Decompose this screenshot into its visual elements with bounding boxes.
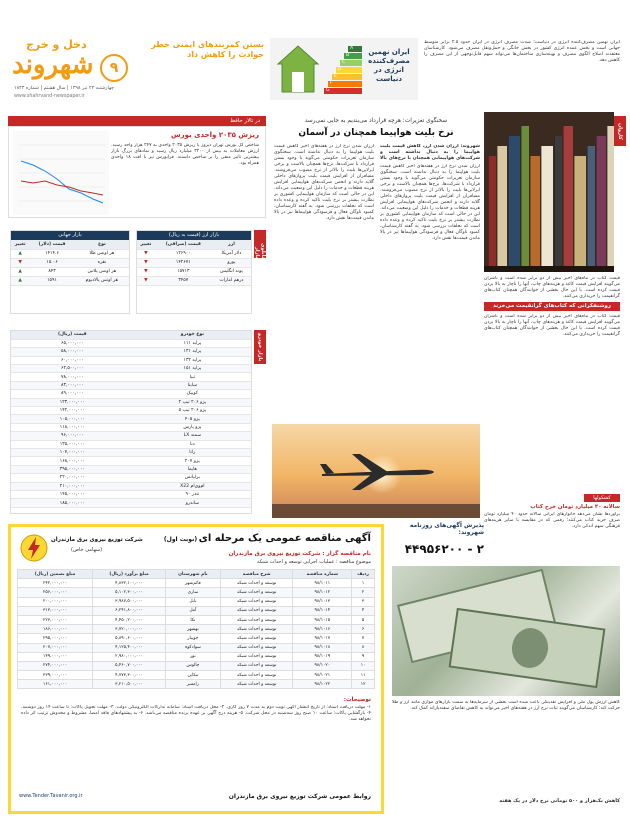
energy-scale-bar: C — [340, 60, 362, 66]
energy-graphic — [270, 38, 418, 100]
table-cell: یورو — [212, 258, 251, 267]
car-market-tab: بازار خودرو — [254, 330, 266, 364]
cashback-label: کشکولها — [584, 494, 620, 502]
column-header: نوع خودرو — [134, 331, 251, 339]
table-cell: ۶ — [352, 625, 375, 634]
trend-line-primary — [21, 161, 103, 203]
table-cell: توسعه و احداث شبکه — [220, 652, 293, 661]
table-cell: ۱۲ — [352, 680, 375, 689]
airplane-icon — [318, 452, 436, 494]
table-cell: ۱۵.۰۶ — [29, 258, 74, 267]
table-cell: توسعه و احداث شبکه — [220, 634, 293, 643]
table-cell: ۱۴۵,۰۰۰,۰۰۰ — [11, 490, 134, 498]
table-cell: ۱۰۵,۰۰۰,۰۰۰ — [11, 415, 134, 423]
car-price-row — [11, 348, 251, 356]
table-cell: پراید ۱۱۱ — [134, 339, 251, 347]
brand-tagline: دخل و خرج — [26, 38, 87, 51]
forex-row — [137, 258, 251, 267]
table-header-row — [11, 331, 251, 339]
table-cell: ۱ — [352, 579, 375, 588]
table-cell: ۲۴۲,۰۰۰,۰۰۰ — [18, 579, 93, 588]
tender-row — [18, 671, 375, 680]
table-cell: ۵ — [352, 615, 375, 624]
right-story-body: قیمت کتاب در ماه‌های اخیر بیش از دو برابر شده است و ناشران می‌گویند افزایش قیمت کاغذ و هزینه‌های چاپ، آنها را ناچار به بالا بردن قیمت کرده است. با این حال بخشی از خوانندگان همچنان کتاب‌های گرانقیمت را خریداری می‌کنند. — [484, 314, 620, 337]
main-title: نرخ بلیت هواپیما همچنان در آسمان — [298, 128, 454, 138]
column-header: نام شهرستان — [165, 570, 220, 579]
car-price-row — [11, 499, 251, 507]
table-cell: ▼ — [137, 258, 155, 267]
table-cell: نقره — [75, 258, 129, 267]
table-cell: ۱۸۵,۰۰۰,۰۰۰ — [11, 499, 134, 507]
energy-scale-bar: G — [324, 88, 362, 94]
energy-house-icon — [276, 44, 320, 94]
table-cell: ۱۴۲,۰۰۰,۰۰۰ — [11, 407, 134, 415]
car-price-row — [11, 390, 251, 398]
table-cell: ۵,۴۶۰,۷۰۰,۰۰۰ — [93, 661, 166, 670]
tender-company: شرکت توزیع نیروی برق مازندران — [51, 537, 143, 543]
book-spine — [563, 126, 573, 266]
column-header: مبلغ برآورد (ریال) — [93, 570, 166, 579]
table-cell: پراید ۱۵۱ — [134, 365, 251, 373]
tender-footer: روابط عمومی شرکت توزیع نیروی برق مازندران — [228, 793, 371, 800]
energy-scale-bar: D — [336, 67, 362, 73]
energy-scale-bar: A — [348, 46, 362, 52]
table-cell: برلیانس — [134, 474, 251, 482]
tender-title-wrap — [164, 533, 371, 544]
column-header: مبلغ تضمین (ریال) — [18, 570, 93, 579]
table-cell: پراید ۱۳۱ — [134, 348, 251, 356]
car-price-row — [11, 457, 251, 465]
table-cell: سمند LX — [134, 432, 251, 440]
table-cell: ۲ — [352, 588, 375, 597]
book-spine — [488, 156, 496, 266]
table-cell: ۵,۱۰۲,۳۰۰,۰۰۰ — [93, 588, 166, 597]
table-cell: ۱۶۸,۰۰۰,۰۰۰ — [11, 457, 134, 465]
table-cell: قائم‌شهر — [165, 579, 220, 588]
tender-row — [18, 615, 375, 624]
market-section-label: در تالار حافظ — [8, 116, 266, 126]
table-cell: ۲۰۰,۰۰۰,۰۰۰ — [18, 597, 93, 606]
car-price-row — [11, 474, 251, 482]
table-cell: ۲۰۷,۰۰۰,۰۰۰ — [18, 643, 93, 652]
runway-ground — [272, 504, 480, 518]
energy-scale-bar: F — [328, 81, 362, 87]
table-cell: ۱۳۵,۰۰۰,۰۰۰ — [11, 440, 134, 448]
table-cell: ۱۱۸,۰۰۰,۰۰۰ — [11, 423, 134, 431]
market-box — [8, 126, 266, 218]
book-spine — [587, 146, 595, 266]
table-cell: ▲ — [11, 276, 29, 285]
table-cell: ۷ — [352, 634, 375, 643]
table-cell: ۹ — [352, 652, 375, 661]
table-cell: توسعه و احداث شبکه — [220, 615, 293, 624]
column-header: تغییر — [137, 240, 155, 249]
car-price-row — [11, 398, 251, 406]
main-lead: شهروند: ارزان شدن ارز، کاهش قیمت بلیت هواپیما را به دنبال نداشته است و شرکت‌های هواپیمایی همچنان با نرخ‌های بالا — [380, 144, 480, 161]
forex-row — [137, 276, 251, 285]
tender-row — [18, 680, 375, 689]
table-cell: پژو ۲۰۶ تیپ ۵ — [134, 407, 251, 415]
table-cell: ۱۱ — [352, 671, 375, 680]
column-header: قیمت (ریال) — [11, 331, 134, 339]
gold-row — [11, 267, 129, 276]
table-cell: ۴ — [352, 606, 375, 615]
page-number-badge: ۹ — [100, 54, 128, 82]
market-body: شاخص کل بورس تهران دیروز با ریزش ۲۰۳۵ واحدی به ۲۴۷ هزار واحد رسید. ارزش معاملات به بیش از ۳۲۰۰ میلیارد ریال رسید و نمادهای بزرگ بازار بیشترین تاثیر منفی را بر شاخص داشتند. فرابورس نیز با افت ۱۸ واحدی همراه بود. — [111, 143, 259, 166]
book-spine — [497, 146, 507, 266]
gold-title: بازار جهانی — [11, 231, 129, 240]
table-cell: توسعه و احداث شبکه — [220, 606, 293, 615]
book-spine — [596, 136, 606, 266]
forex-row — [137, 267, 251, 276]
table-cell: توسعه و احداث شبکه — [220, 671, 293, 680]
table-cell: ۹۸/۱۰۱۷ — [293, 634, 352, 643]
market-chart — [13, 131, 109, 215]
airplane-photo — [272, 424, 480, 518]
table-cell: ۲۹۵,۰۰۰,۰۰۰ — [18, 634, 93, 643]
top-story-title: ایران نهمین مصرف‌کننده انرژی در دنیاست — [368, 48, 410, 83]
table-cell: ۸۳,۰۰۰,۰۰۰ — [11, 381, 134, 389]
table-cell: ۲۲۳,۰۰۰,۰۰۰ — [18, 615, 93, 624]
table-cell: ساری — [165, 588, 220, 597]
gold-table — [11, 240, 129, 286]
tender-row — [18, 652, 375, 661]
table-cell: ۵۸,۰۰۰,۰۰۰ — [11, 348, 134, 356]
table-cell: ۳۱۳,۰۰۰,۰۰۰ — [18, 606, 93, 615]
car-price-row — [11, 490, 251, 498]
table-cell: ۶۲,۵۰۰,۰۰۰ — [11, 365, 134, 373]
column-header: تغییر — [11, 240, 29, 249]
table-cell: ۹۸/۱۰۱۹ — [293, 652, 352, 661]
shelf — [484, 266, 614, 272]
table-cell: درهم امارات — [212, 276, 251, 285]
table-cell: پژو ۲۰۶ تیپ ۲ — [134, 398, 251, 406]
money-photo — [392, 566, 620, 696]
tender-row — [18, 661, 375, 670]
book-spine — [574, 156, 586, 266]
forex-row — [137, 249, 251, 258]
table-header-row — [137, 240, 251, 249]
table-cell: ۸ — [352, 643, 375, 652]
car-price-row — [11, 356, 251, 364]
table-cell: ۵,۸۹۰,۶۰۰,۰۰۰ — [93, 634, 166, 643]
tender-row — [18, 597, 375, 606]
site-url: www.shahrvand-newspaper.ir — [14, 94, 85, 99]
main-body-col1: ارزان شدن نرخ ارز در هفته‌های اخیر کاهش قیمت بلیت هواپیما را به دنبال نداشته است. سخنگوی سازمان تعزیرات حکومتی می‌گوید با وجود بستن قرارداد با شرکت‌ها، نرخ‌ها همچنان بالاست و برخی ایرلاین‌ها بلیت را بالاتر از نرخ مصوب می‌فروشند. مسافران از افزایش قیمت بلیت پروازهای داخلی گلایه دارند و انجمن شرکت‌های هواپیمایی افزایش هزینه قطعات و خدمات را دلیل این وضعیت می‌داند. این در حالی است که سازمان هواپیمایی کشوری بر نظارت بیشتر بر نرخ بلیت تاکید کرده و وعده داده است که تخلفات بررسی شود. به گفته کارشناسان، کمبود ناوگان فعال و فرسودگی هواپیماها نیز در بالا ماندن قیمت‌ها نقش دارد. — [380, 164, 480, 241]
gold-table-box — [10, 230, 130, 314]
book-spine — [554, 136, 562, 266]
ad-phone-box — [392, 522, 484, 562]
table-cell: ۹۶,۰۰۰,۰۰۰ — [11, 432, 134, 440]
table-cell: ۹۸/۱۰۱۸ — [293, 643, 352, 652]
ad-phone-number: ۲ - ۴۴۹۵۶۲۰۰ — [404, 542, 484, 556]
date-line: چهارشنبه ۲۴ تیر ۱۳۹۸ | سال هشتم | شماره ۱۸۴۳ — [14, 86, 115, 91]
table-cell: ۱۰۷,۰۰۰,۰۰۰ — [11, 448, 134, 456]
forex-title: بازار ارز (قیمت به ریال) — [137, 231, 251, 240]
table-cell: ۲۱۰,۰۰۰,۰۰۰ — [11, 482, 134, 490]
table-cell: ▼ — [11, 258, 29, 267]
brand-logo: شهروند — [12, 50, 94, 80]
table-cell: ۱۴۹,۰۰۰,۰۰۰ — [18, 652, 93, 661]
table-cell: ۶,۲۴۱,۸۰۰,۰۰۰ — [93, 606, 166, 615]
column-header: قیمت (دلار) — [29, 240, 74, 249]
market-title: ریزش ۲۰۳۵ واحدی بورس — [170, 131, 259, 139]
column-header: شماره مناقصه — [293, 570, 352, 579]
book-spine — [541, 146, 553, 266]
table-cell: ۹۸/۱۰۱۲ — [293, 588, 352, 597]
table-cell: ۴,۴۵۰,۲۰۰,۰۰۰ — [93, 615, 166, 624]
tender-row — [18, 643, 375, 652]
column-header: ردیف — [352, 570, 375, 579]
table-cell: ۴,۸۳۲,۱۰۰,۰۰۰ — [93, 579, 166, 588]
table-cell: ۲,۹۸۰,۰۰۰,۰۰۰ — [93, 652, 166, 661]
tender-table-wrap — [17, 569, 375, 693]
table-cell: ۹۸/۱۰۱۶ — [293, 625, 352, 634]
market-chart-svg — [13, 131, 109, 215]
table-cell: توسعه و احداث شبکه — [220, 661, 293, 670]
table-header-row — [18, 570, 375, 579]
tender-row — [18, 625, 375, 634]
cashback-body: برآوردها نشان می‌دهد خانوارهای ایرانی سالانه حدود ۴۰ میلیارد تومان صرف خرید کتاب می‌کنند؛ رقمی که در مقایسه با سایر هزینه‌های فرهنگی سهم اندکی دارد. — [484, 512, 620, 529]
table-cell: هر اونس طلا — [75, 249, 129, 258]
energy-scale-bar: B — [344, 53, 362, 59]
table-cell: ۸۴۳ — [29, 267, 74, 276]
car-price-box — [10, 330, 252, 514]
table-cell: ▼ — [137, 249, 155, 258]
table-cell: ۲۷۴,۰۰۰,۰۰۰ — [18, 661, 93, 670]
book-spine — [607, 126, 614, 266]
table-cell: هایما — [134, 465, 251, 473]
table-cell: چالوس — [165, 661, 220, 670]
table-header-row — [11, 240, 129, 249]
table-cell: توسعه و احداث شبکه — [220, 643, 293, 652]
table-cell: ۹۸/۱۰۲۲ — [293, 680, 352, 689]
car-price-table — [11, 331, 251, 508]
tender-title: آگهی مناقصه عمومی یک مرحله ای — [198, 533, 371, 544]
table-cell: ۲۵۶,۰۰۰,۰۰۰ — [18, 588, 93, 597]
table-cell: ساینا — [134, 381, 251, 389]
table-cell: ۹۸/۱۰۱۳ — [293, 597, 352, 606]
table-cell: ۳۴۵۷ — [155, 276, 212, 285]
masthead-headline: بستن کمربندهای ایمنی خطر حوادث را کاهش داد — [151, 40, 264, 59]
table-cell: پژو پارس — [134, 423, 251, 431]
table-cell: سوادکوه — [165, 643, 220, 652]
tender-row — [18, 606, 375, 615]
table-cell: ▲ — [11, 249, 29, 258]
tender-row — [18, 579, 375, 588]
tender-subtitle: (نوبت اول) — [163, 536, 198, 543]
table-cell: ۳,۲۱۰,۵۰۰,۰۰۰ — [93, 680, 166, 689]
column-header: قیمت (صرافی) — [155, 240, 212, 249]
tender-logo — [19, 533, 49, 563]
car-price-row — [11, 373, 251, 381]
table-cell: ۹۸/۱۰۱۴ — [293, 606, 352, 615]
table-cell: ۱۲۶۹۰۰ — [155, 249, 212, 258]
table-cell: ۹۸/۱۰۲۱ — [293, 671, 352, 680]
table-cell: ۴,۱۲۵,۴۰۰,۰۰۰ — [93, 643, 166, 652]
table-cell: هر اونس پالادیوم — [75, 276, 129, 285]
forex-table-box — [136, 230, 252, 314]
table-cell: تندر ۹۰ — [134, 490, 251, 498]
table-cell: ۶۰,۰۰۰,۰۰۰ — [11, 356, 134, 364]
table-cell: پوند انگلیس — [212, 267, 251, 276]
tender-table — [17, 569, 375, 689]
table-cell: ۶۵,۰۰۰,۰۰۰ — [11, 339, 134, 347]
table-cell: جویبار — [165, 634, 220, 643]
table-cell: نور — [165, 652, 220, 661]
table-cell: ▼ — [137, 276, 155, 285]
table-cell: ۱۸۶,۰۰۰,۰۰۰ — [18, 625, 93, 634]
table-cell: ۱۴۱۴.۶ — [29, 249, 74, 258]
tender-row — [18, 634, 375, 643]
market-board-tab: تابلوی بازار — [254, 230, 266, 258]
table-cell: تنکابن — [165, 671, 220, 680]
tender-subject: موضوع مناقصه : عملیات اجرایی توسعه و احداث شبکه — [256, 559, 371, 565]
right-column-tab: کاروان — [614, 116, 626, 146]
car-price-row — [11, 365, 251, 373]
car-price-row — [11, 432, 251, 440]
column-header: ارز — [212, 240, 251, 249]
main-body-col2: ارزان شدن نرخ ارز در هفته‌های اخیر کاهش قیمت بلیت هواپیما را به دنبال نداشته است. سخنگوی سازمان تعزیرات حکومتی می‌گوید با وجود بستن قرارداد با شرکت‌ها، نرخ‌ها همچنان بالاست و برخی ایرلاین‌ها بلیت را بالاتر از نرخ مصوب می‌فروشند. مسافران از افزایش قیمت بلیت پروازهای داخلی گلایه دارند و انجمن شرکت‌های هواپیمایی افزایش هزینه قطعات و خدمات را دلیل این وضعیت می‌داند. این در حالی است که سازمان هواپیمایی کشوری بر نظارت بیشتر بر نرخ بلیت تاکید کرده و وعده داده است که تخلفات بررسی شود. به گفته کارشناسان، کمبود ناوگان فعال و فرسودگی هواپیماها نیز در بالا ماندن قیمت‌ها نقش دارد. — [274, 144, 374, 221]
table-cell: توسعه و احداث شبکه — [220, 588, 293, 597]
table-cell: ۳,۷۲۰,۰۰۰,۰۰۰ — [93, 625, 166, 634]
table-cell: ۹۸/۱۰۱۱ — [293, 579, 352, 588]
table-cell: توسعه و احداث شبکه — [220, 680, 293, 689]
table-cell: ۳,۹۸۷,۵۰۰,۰۰۰ — [93, 597, 166, 606]
tender-row — [18, 588, 375, 597]
right-story-title: روشنفکرانی که کتاب‌های گرانقیمت می‌خرند — [484, 302, 620, 311]
table-cell: ساندرو — [134, 499, 251, 507]
money-caption: کاهش یک‌هزار و ۵۰۰ تومانی نرخ دلار در یک هفته — [499, 798, 620, 804]
forex-table — [137, 240, 251, 286]
table-cell: ۸۹,۰۰۰,۰۰۰ — [11, 390, 134, 398]
car-price-row — [11, 482, 251, 490]
table-cell: ۱۵۹۱ — [29, 276, 74, 285]
table-cell: دنا — [134, 440, 251, 448]
books-photo — [484, 112, 614, 272]
table-cell: پژو ۲۰۷ — [134, 457, 251, 465]
tender-company-type: (سهامی خاص) — [71, 547, 103, 553]
table-cell: ۱۴۲۶۷۱ — [155, 258, 212, 267]
table-cell: ۹۸/۱۰۱۵ — [293, 615, 352, 624]
energy-scale — [322, 46, 362, 94]
tender-site: www.Tender.Tavanir.org.ir — [19, 793, 83, 799]
table-cell: پراید ۱۳۲ — [134, 356, 251, 364]
table-cell: کوییک — [134, 390, 251, 398]
table-cell: ام‌وی‌ام X22 — [134, 482, 251, 490]
book-spine — [530, 156, 540, 266]
table-cell: هر اونس پلاتین — [75, 267, 129, 276]
tender-ad — [8, 524, 384, 814]
table-cell: ۱۰ — [352, 661, 375, 670]
table-cell: ۱۶۱,۰۰۰,۰۰۰ — [18, 680, 93, 689]
top-story-body: ایران نهمین مصرف‌کننده انرژی در دنیاست؛ شدت مصرف انرژی در ایران حدود ۲.۵ برابر متوسط جهانی است و بخش عمده انرژی کشور در بخش خانگی و حمل‌ونقل مصرف می‌شود. کارشناسان معتقدند اصلاح الگوی مصرف و بهینه‌سازی ساختمان‌ها می‌تواند سهم قابل‌توجهی از این مصرف را کاهش دهد. — [424, 40, 620, 63]
table-cell: توسعه و احداث شبکه — [220, 597, 293, 606]
table-cell: ۹۸/۱۰۲۰ — [293, 661, 352, 670]
table-cell: پژو ۴۰۵ — [134, 415, 251, 423]
car-price-row — [11, 465, 251, 473]
table-cell: ۲۳۹,۰۰۰,۰۰۰ — [18, 671, 93, 680]
tender-notes-title: توضیحات: — [343, 697, 371, 703]
table-cell: بابل — [165, 597, 220, 606]
table-cell: ۳ — [352, 597, 375, 606]
books-caption-text: قیمت کتاب در ماه‌های اخیر بیش از دو برابر شده است و ناشران می‌گویند افزایش قیمت کاغذ و هزینه‌های چاپ، آنها را ناچار به بالا بردن قیمت کرده است. با این حال بخشی از خوانندگان همچنان کتاب‌های گرانقیمت را خریداری می‌کنند. — [484, 276, 620, 299]
money-story-body: کاهش ارزش پول ملی و افزایش نقدینگی باعث شده است بخشی از سرمایه‌ها به سمت بازارهای موازی مانند ارز و طلا حرکت کند؛ کارشناسان می‌گویند ثبات نرخ ارز در هفته‌های اخیر می‌تواند به کاهش تقاضای سفته‌بازانه کمک کند. — [392, 700, 620, 711]
table-cell: نکا — [165, 615, 220, 624]
table-cell: توسعه و احداث شبکه — [220, 579, 293, 588]
masthead — [8, 34, 266, 108]
tender-notes: ۱- مهلت دریافت اسناد: از تاریخ انتشار آگهی نوبت دوم به مدت ۷ روز کاری. ۲- محل دریافت اسناد: سامانه تدارکات الکترونیکی دولت. ۳- مهلت تحویل پاکات: تا ساعت ۱۴ روز دوشنبه. ۴- بازگشایی پاکات: ساعت ۱۰ صبح روز سه‌شنبه در محل شرکت. ۵- هزینه درج آگهی بر عهده برنده مناقصه می‌باشد. ۶- به پیشنهادهای فاقد امضا، مشروط و مخدوش ترتیب اثر داده نخواهد شد. — [21, 705, 371, 722]
car-price-row — [11, 407, 251, 415]
gold-row — [11, 249, 129, 258]
gold-row — [11, 276, 129, 285]
car-price-row — [11, 381, 251, 389]
table-cell: آمل — [165, 606, 220, 615]
table-cell: رانا — [134, 448, 251, 456]
table-cell: ۱۵۷۱۳ — [155, 267, 212, 276]
table-cell: تیبا — [134, 373, 251, 381]
column-header: نوع — [75, 240, 129, 249]
table-cell: توسعه و احداث شبکه — [220, 625, 293, 634]
table-cell: ۳۹۵,۰۰۰,۰۰۰ — [11, 465, 134, 473]
table-cell: ۷۸,۰۰۰,۰۰۰ — [11, 373, 134, 381]
energy-scale-bar: E — [332, 74, 362, 80]
table-cell: ▲ — [11, 267, 29, 276]
table-cell: ۴,۷۷۳,۳۰۰,۰۰۰ — [93, 671, 166, 680]
car-price-row — [11, 339, 251, 347]
car-price-row — [11, 448, 251, 456]
tender-line: نام مناقصه گزار : شرکت توزیع نیروی برق مازندران — [228, 551, 371, 557]
table-cell: ۱۲۳,۰۰۰,۰۰۰ — [11, 398, 134, 406]
car-price-row — [11, 415, 251, 423]
ad-phone-title: پذیرش آگهی‌های روزنامه شهروند: — [409, 522, 484, 536]
book-spine — [508, 136, 520, 266]
table-cell: ▼ — [137, 267, 155, 276]
gold-row — [11, 258, 129, 267]
car-price-row — [11, 440, 251, 448]
cashback-title: سالانه ۴۰ میلیارد تومان خرج کتاب — [530, 504, 620, 510]
table-cell: دلار آمریکا — [212, 249, 251, 258]
book-spine — [521, 126, 529, 266]
column-header: شرح مناقصه — [220, 570, 293, 579]
table-cell: رامسر — [165, 680, 220, 689]
main-kicker: سخنگوی تعزیرات: هرچه قرارداد می‌بندیم به جایی نمی‌رسد — [304, 118, 448, 124]
table-cell: ۲۲۰,۰۰۰,۰۰۰ — [11, 474, 134, 482]
table-cell: بهشهر — [165, 625, 220, 634]
car-price-row — [11, 423, 251, 431]
